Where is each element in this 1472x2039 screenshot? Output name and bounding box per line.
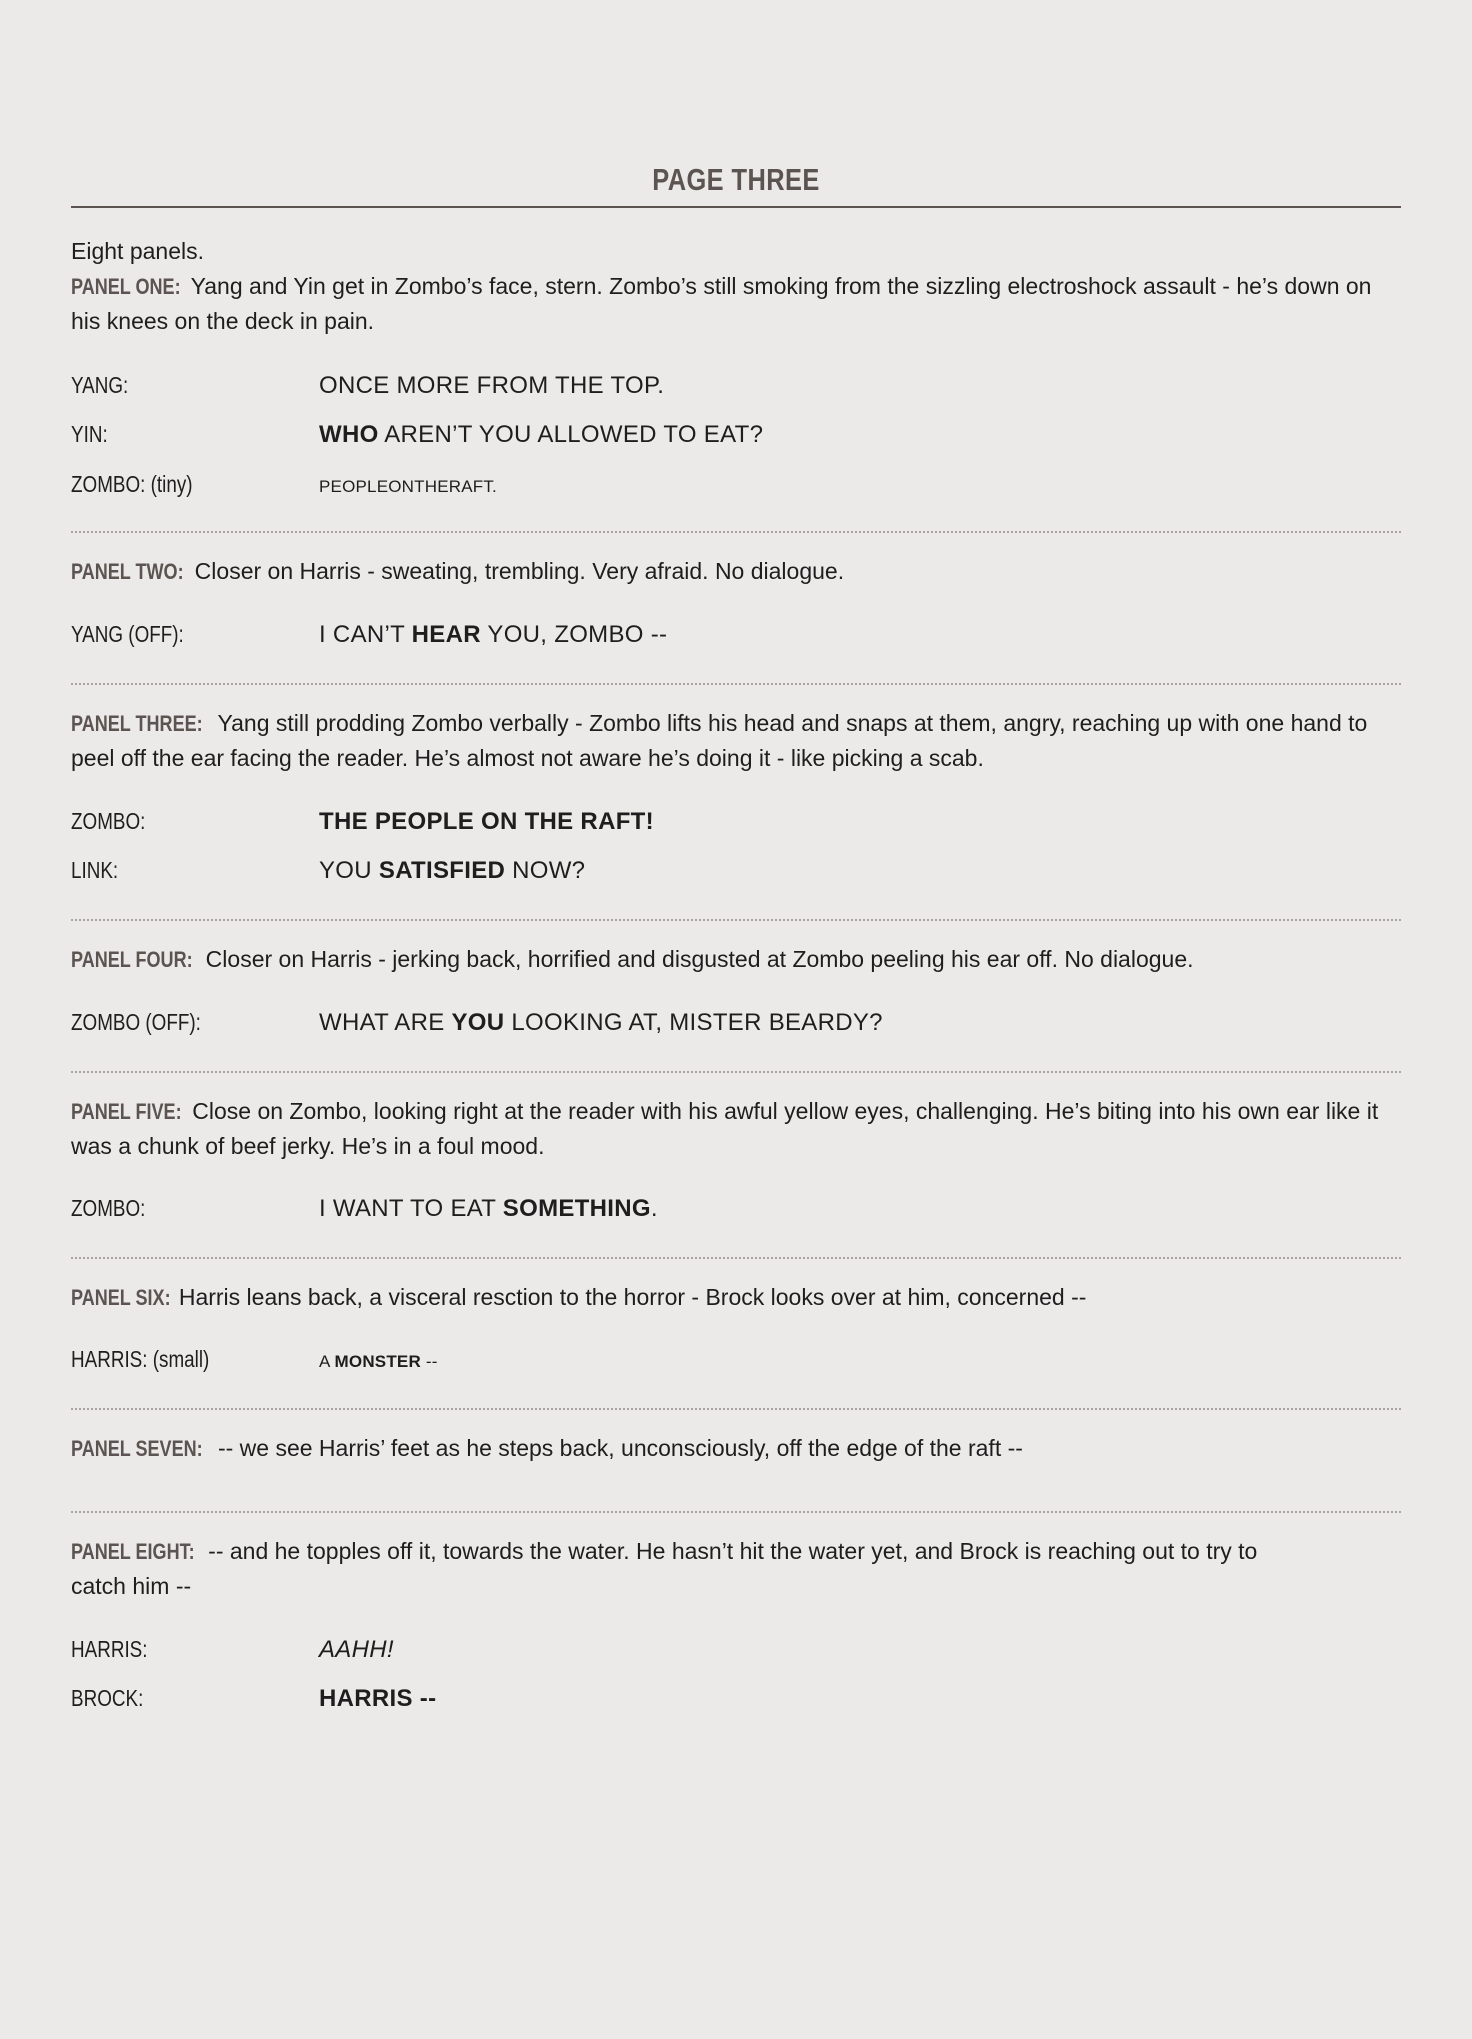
speaker-name: YANG: — [71, 372, 129, 398]
panel-description-text: -- we see Harris’ feet as he steps back, unconsciously, off the edge of the raft -- — [211, 1435, 1023, 1461]
panel-description-text: -- and he topples off it, towards the water. He hasn’t hit the water yet, and Brock is reaching out to try to — [201, 1538, 1258, 1564]
speaker-name: HARRIS: (small) — [71, 1346, 210, 1372]
panel-description-text: Yang still prodding Zombo verbally - Zombo lifts his head and snaps at them, angry, reaching up with one hand to peel off the ear facing the reader. He’s almost not aware he’s doing it - like picking a scab. — [71, 710, 1368, 771]
panel-description-text: Close on Zombo, looking right at the reader with his awful yellow eyes, challenging. He’s biting into his own ear like it was a chunk of beef jerky. He’s in a foul mood. — [71, 1098, 1379, 1159]
speaker-name: YANG (OFF): — [71, 621, 184, 647]
speaker-name: ZOMBO (OFF): — [71, 1009, 201, 1035]
panel-four-description — [71, 942, 1401, 977]
panel-seven-description — [71, 1431, 1401, 1466]
page-title: PAGE THREE — [652, 162, 820, 197]
speaker-name: ZOMBO: — [71, 808, 146, 834]
dialogue-line — [71, 421, 1401, 451]
dialogue-text: YOU SATISFIED NOW? — [319, 857, 586, 884]
dialogue-text-small: A MONSTER -- — [319, 1352, 438, 1371]
panel-description-text: Closer on Harris - jerking back, horrified and disgusted at Zombo peeling his ear off. No dialogue. — [199, 946, 1194, 972]
dialogue-text: HARRIS -- — [319, 1685, 437, 1712]
panel-description-text: Closer on Harris - sweating, trembling. Very afraid. No dialogue. — [188, 558, 845, 584]
panel-description-text: Yang and Yin get in Zombo’s face, stern. Zombo’s still smoking from the sizzling electroshock assault - he’s down on his knees on the deck in pain. — [71, 273, 1372, 334]
dialogue-text: I CAN’T HEAR YOU, ZOMBO -- — [319, 621, 668, 648]
panel-six-description — [71, 1280, 1401, 1315]
speaker-name: ZOMBO: — [71, 1195, 146, 1221]
speaker-name: YIN: — [71, 421, 108, 447]
dialogue-line — [71, 621, 1401, 651]
panel-three-description — [71, 706, 1401, 776]
dialogue-line — [71, 1636, 1401, 1666]
panel-one-description — [71, 269, 1401, 339]
dialogue-text: WHAT ARE YOU LOOKING AT, MISTER BEARDY? — [319, 1009, 883, 1036]
dialogue-line — [71, 857, 1401, 887]
dialogue-line — [71, 808, 1401, 838]
panel-description-text: Harris leans back, a visceral resction to the horror - Brock looks over at him, concerned -- — [172, 1284, 1087, 1310]
dialogue-line — [71, 372, 1401, 402]
panel-two-description — [71, 554, 1401, 589]
panel-label: PANEL ONE: — [71, 274, 181, 299]
panel-label: PANEL FIVE: — [71, 1099, 182, 1124]
panel-eight-description — [71, 1534, 1401, 1604]
panel-label: PANEL TWO: — [71, 559, 184, 584]
panel-label: PANEL EIGHT: — [71, 1539, 195, 1564]
speaker-name: LINK: — [71, 857, 119, 883]
panel-divider — [71, 1511, 1401, 1513]
speaker-name: BROCK: — [71, 1685, 144, 1711]
dialogue-line — [71, 1346, 1401, 1376]
dialogue-line — [71, 1009, 1401, 1039]
dialogue-line — [71, 1195, 1401, 1225]
panel-divider — [71, 683, 1401, 685]
page-title-bar — [71, 160, 1401, 208]
panel-divider — [71, 531, 1401, 533]
dialogue-text: AAHH! — [319, 1636, 394, 1663]
panel-divider — [71, 1257, 1401, 1259]
dialogue-line — [71, 471, 1401, 501]
panel-five-description — [71, 1094, 1401, 1164]
panel-label: PANEL SIX: — [71, 1285, 171, 1310]
dialogue-text: THE PEOPLE ON THE RAFT! — [319, 808, 654, 835]
panel-divider — [71, 1408, 1401, 1410]
dialogue-text: ONCE MORE FROM THE TOP. — [319, 372, 665, 399]
dialogue-text: WHO AREN’T YOU ALLOWED TO EAT? — [319, 421, 764, 448]
intro-text: Eight panels. — [71, 238, 204, 264]
panel-label: PANEL FOUR: — [71, 947, 193, 972]
dialogue-text-tiny: PEOPLEONTHERAFT. — [319, 477, 497, 496]
speaker-name: ZOMBO: (tiny) — [71, 471, 193, 497]
panel-divider — [71, 1071, 1401, 1073]
panel-divider — [71, 919, 1401, 921]
speaker-name: HARRIS: — [71, 1636, 148, 1662]
dialogue-line — [71, 1685, 1401, 1715]
panel-label: PANEL THREE: — [71, 711, 203, 736]
panel-label: PANEL SEVEN: — [71, 1436, 203, 1461]
panel-description-text: catch him -- — [71, 1573, 192, 1599]
dialogue-text: I WANT TO EAT SOMETHING. — [319, 1195, 658, 1222]
